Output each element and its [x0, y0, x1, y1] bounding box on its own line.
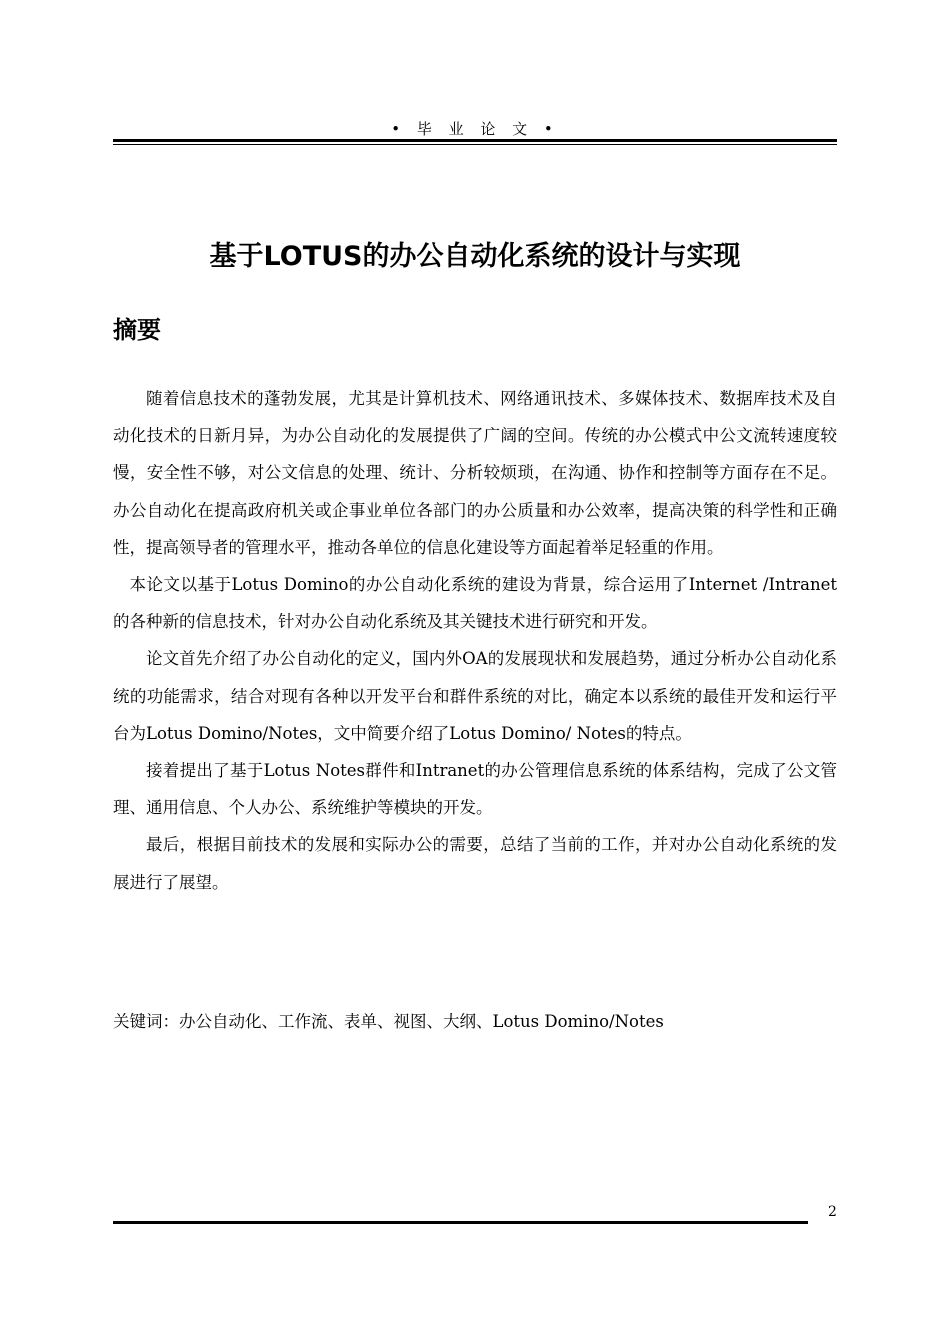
abstract-paragraph: 最后，根据目前技术的发展和实际办公的需要，总结了当前的工作，并对办公自动化系统的发展进行了展望。 [113, 835, 837, 892]
running-header: • 毕 业 论 文 • [391, 120, 559, 138]
thesis-title: 基于LOTUS的办公自动化系统的设计与实现 [209, 241, 741, 272]
page-number: 2 [828, 1204, 837, 1220]
abstract-paragraph: 论文首先介绍了办公自动化的定义，国内外OA的发展现状和发展趋势，通过分析办公自动化系统的功能需求，结合对现有各种以开发平台和群件系统的对比，确定本以系统的最佳开发和运行平台为Lotus Domino/Notes，文中简要介绍了Lotus Domino/ Notes的特点。 [113, 649, 837, 743]
abstract-paragraph: 本论文以基于Lotus Domino的办公自动化系统的建设为背景，综合运用了Internet /Intranet的各种新的信息技术，针对办公自动化系统及其关键技术进行研究和开发。 [113, 575, 837, 632]
footer-rule [113, 1221, 808, 1224]
abstract-heading: 摘要 [113, 316, 161, 344]
header-rule-thick [113, 139, 837, 142]
abstract-paragraph: 接着提出了基于Lotus Notes群件和Intranet的办公管理信息系统的体系结构，完成了公文管理、通用信息、个人办公、系统维护等模块的开发。 [113, 761, 837, 818]
keywords-line: 关键词：办公自动化、工作流、表单、视图、大纲、Lotus Domino/Notes [113, 1012, 664, 1031]
abstract-body [113, 380, 837, 901]
header-rule-thin [113, 144, 837, 145]
abstract-paragraph: 随着信息技术的蓬勃发展，尤其是计算机技术、网络通讯技术、多媒体技术、数据库技术及自动化技术的日新月异，为办公自动化的发展提供了广阔的空间。传统的办公模式中公文流转速度较慢，安全性不够，对公文信息的处理、统计、分析较烦琐，在沟通、协作和控制等方面存在不足。办公自动化在提高政府机关或企事业单位各部门的办公质量和办公效率，提高决策的科学性和正确性，提高领导者的管理水平，推动各单位的信息化建设等方面起着举足轻重的作用。 [113, 389, 837, 557]
